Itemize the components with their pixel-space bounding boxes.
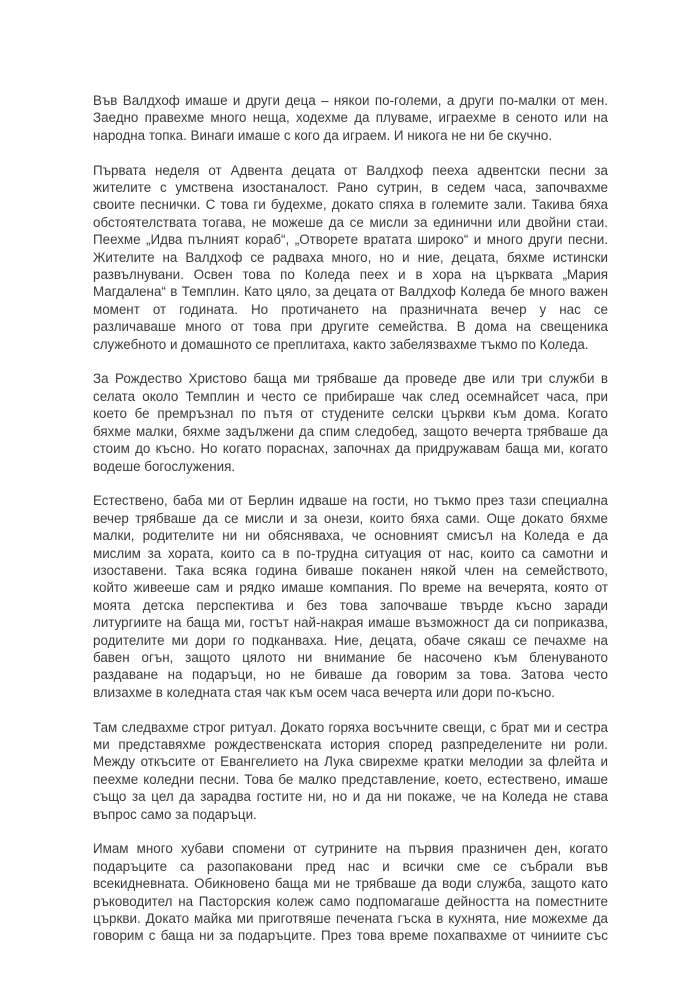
text-line: родителите ми дори го подканваха. Ние, децата, обаче сякаш се печахме на: [93, 632, 608, 648]
text-line: Заедно правехме много неща, ходехме да плуваме, играехме в сеното или на: [93, 110, 608, 126]
text-line: развълнувани. Освен това по Коледа пеех и в хора на църквата „Мария: [93, 267, 608, 283]
text-line: Естествено, баба ми от Берлин идваше на гости, но тъкмо през тази специална: [93, 493, 608, 509]
paragraph: [93, 492, 608, 701]
text-line: Жителите на Валдхоф се радваха много, но и ние, децата, бяхме истински: [93, 249, 608, 265]
text-line: Пеехме „Идва пълният кораб“, „Отворете вратата широко“ и много други песни.: [93, 232, 608, 248]
text-line: пеехме коледни песни. Това бе малко представление, което, естествено, имаше: [93, 771, 608, 787]
text-line: изоставени. Така всяка година биваше поканен някой член на семейството,: [93, 562, 608, 578]
text-line: обстоятелствата тогава, не можеше да се мисли за единични или двойни стаи.: [93, 214, 608, 230]
text-line: своите песнички. С това ги будехме, докато спяха в големите зали. Такива бяха: [93, 197, 608, 213]
text-line: стоим до късно. Но когато пораснах, започнах да придружавам баща ми, когато: [93, 441, 608, 457]
text-line: служебното и домашното се преплитаха, както забелязвахме тъкмо по Коледа.: [93, 336, 589, 352]
text-line: влизахме в коледната стая чак към осем часа вечерта или дори по-късно.: [93, 684, 556, 700]
text-line: Между откъсите от Евангелието на Лука свирехме кратки мелодии за флейта и: [93, 754, 608, 770]
text-line: литургиите на баща ми, гостът най-накрая имаше възможност да си поприказва,: [93, 615, 608, 631]
text-line: бяхме малки, бяхме задължени да спим следобед, защото вечерта трябваше да: [93, 423, 608, 439]
text-line: всекидневната. Обикновено баща ми не трябваше да води служба, защото като: [93, 876, 608, 892]
body-text: [93, 92, 608, 962]
paragraph: [93, 719, 608, 823]
text-line: различаваше много от това при другите семейства. В дома на свещеника: [93, 319, 608, 335]
text-line: водеше богослужения.: [93, 458, 236, 474]
text-line: говорим с баща ни за подаръците. През това време похапвахме от чиниите със: [93, 928, 608, 944]
text-line: което бе премръзнал по пътя от студените селски църкви към дома. Когато: [93, 406, 608, 422]
text-line: моята детска перспектива и без това започваше твърде късно заради: [93, 597, 608, 613]
text-line: ръководител на Пасторския колеж само подпомагаше дейността на поместните: [93, 893, 608, 909]
text-line: ми представяхме рождественската история според разпределените ни роли.: [93, 736, 608, 752]
paragraph: [93, 162, 608, 353]
text-line: раздаване на подаръци, но не биваше да говорим за това. Затова често: [93, 667, 608, 683]
paragraph: [93, 92, 608, 144]
text-line: въпрос само за подаръци.: [93, 806, 257, 822]
text-line: момент от годината. Но протичането на празничната вечер у нас се: [93, 301, 608, 317]
text-line: За Рождество Христово баща ми трябваше да проведе две или три служби в: [93, 371, 608, 387]
text-line: селата около Темплин и често се прибираше чак след осемнайсет часа, при: [93, 388, 608, 404]
paragraph: [93, 840, 608, 944]
text-line: Имам много хубави спомени от сутрините на първия празничен ден, когато: [93, 841, 608, 857]
text-line: подаръците са разопаковани пред нас и всички сме се събрали във: [93, 858, 608, 874]
text-line: Във Валдхоф имаше и други деца – някои по-големи, а други по-малки от мен.: [93, 93, 608, 108]
text-line: Първата неделя от Адвента децата от Валдхоф пееха адвентски песни за: [93, 162, 608, 178]
text-line: църкви. Докато майка ми приготвяше печената гъска в кухнята, ние можехме да: [93, 911, 608, 927]
text-line: малки, родителите ни ни обясняваха, че основният смисъл на Коледа е да: [93, 528, 608, 544]
text-line: народна топка. Винаги имаше с кого да играем. И никога не ни бе скучно.: [93, 127, 553, 143]
text-line: Магдалена“ в Темплин. Като цяло, за децата от Валдхоф Коледа бе много важен: [93, 284, 608, 300]
text-line: мислим за хората, които са в по-трудна ситуация от нас, които са самотни и: [93, 545, 608, 561]
text-line: Там следвахме строг ритуал. Докато горяха восъчните свещи, с брат ми и сестра: [93, 719, 608, 735]
text-line: също за цел да зарадва гостите ни, но и да ни покаже, че на Коледа не става: [93, 789, 608, 805]
text-line: бавен огън, защото цялото ни внимание бе насочено към бленуваното: [93, 649, 608, 665]
text-line: който живееше сам и рядко имаше компания. По време на вечерята, която от: [93, 580, 608, 596]
paragraph: [93, 370, 608, 474]
text-line: жителите с умствена изостаналост. Рано сутрин, в седем часа, започвахме: [93, 180, 608, 196]
text-line: вечер трябваше да се мисли и за онези, които бяха сами. Още докато бяхме: [93, 510, 608, 526]
